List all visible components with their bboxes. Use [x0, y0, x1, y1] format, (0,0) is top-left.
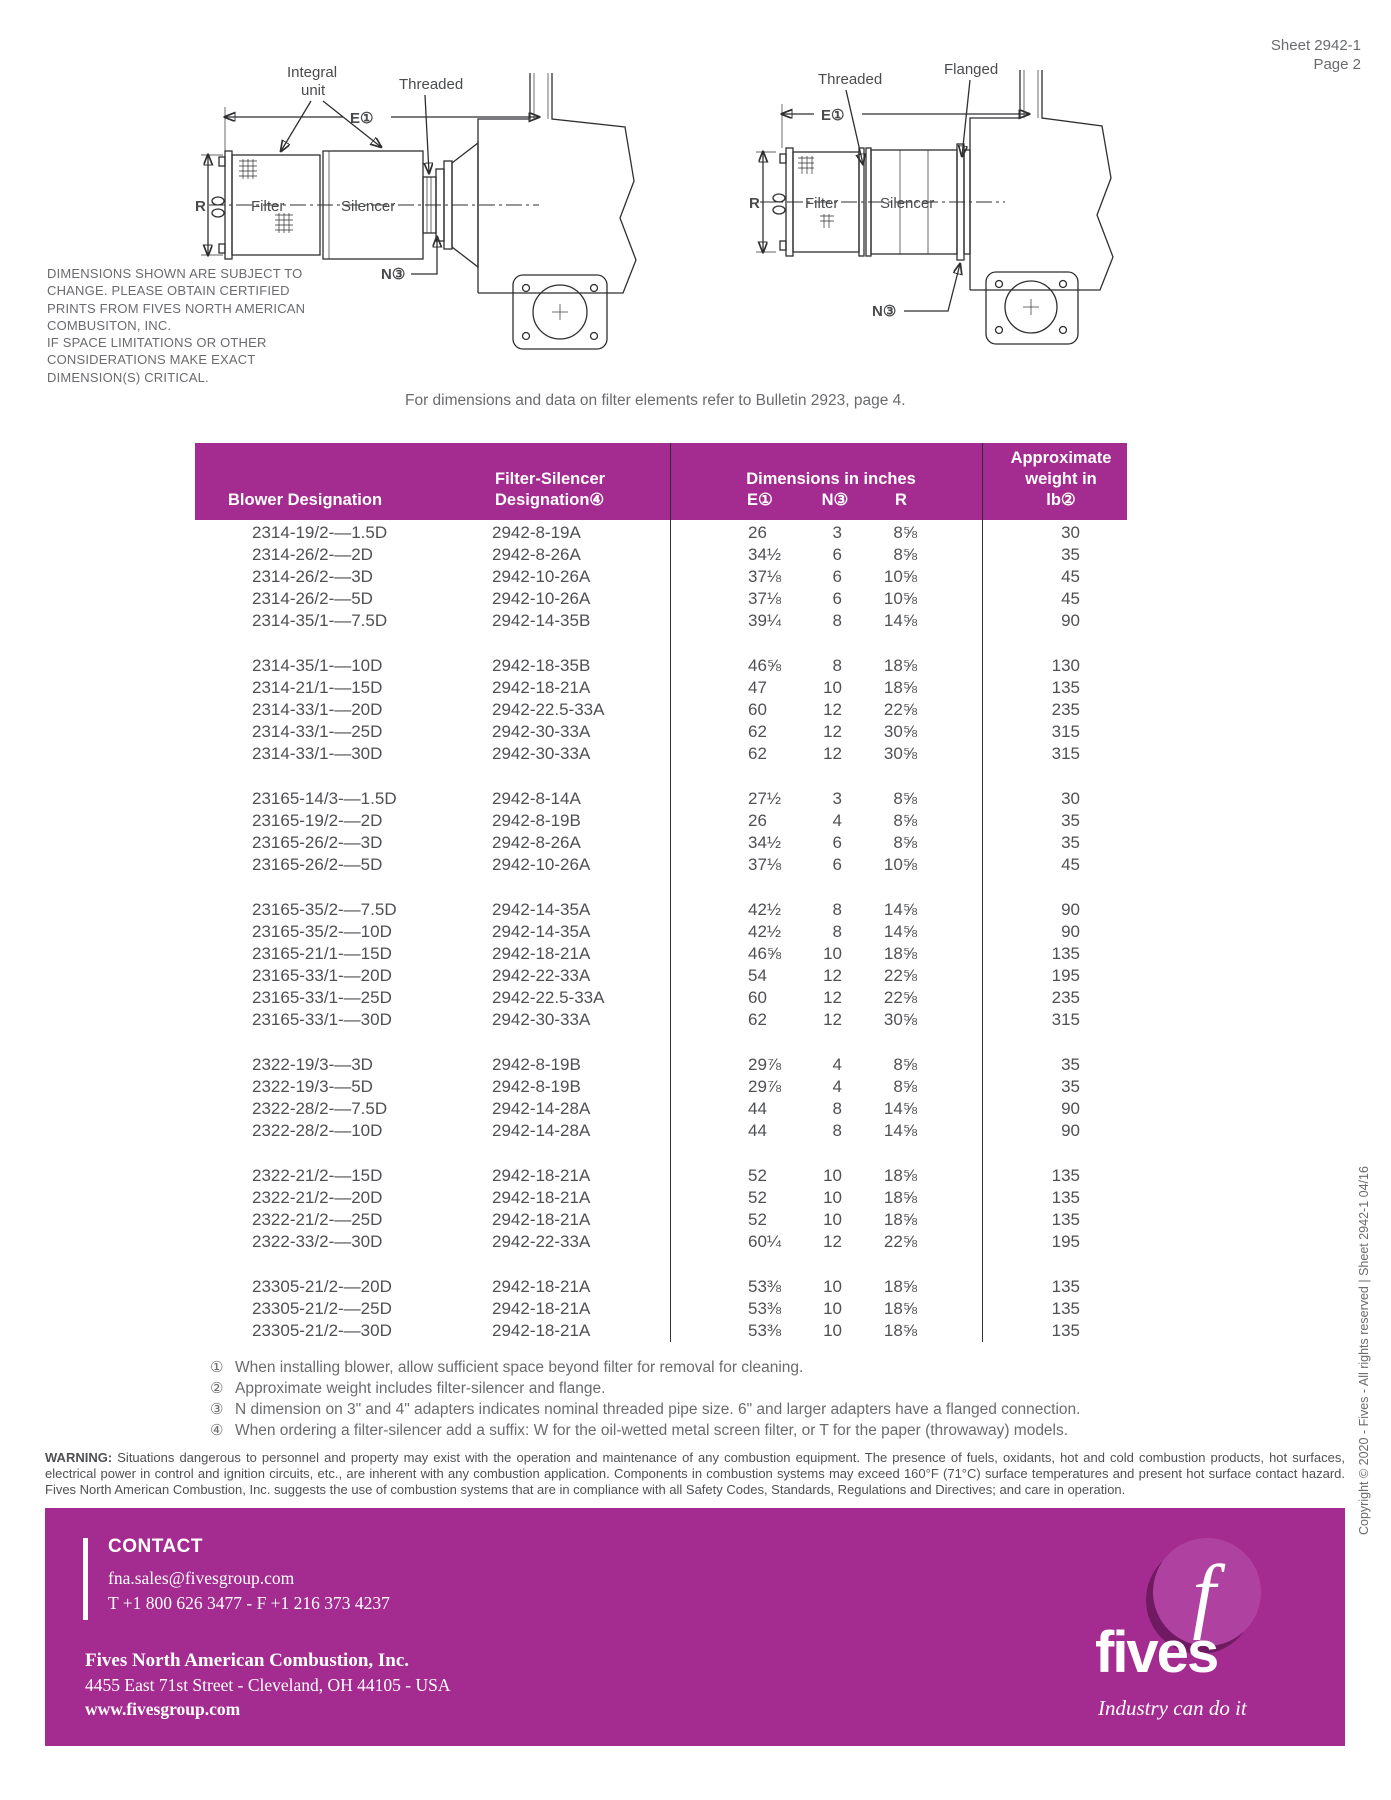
cell-n: 8 — [832, 611, 842, 630]
col-filter-silencer-line2: Designation④ — [495, 491, 605, 509]
cell-blower: 2314-26/2-—3D — [252, 567, 373, 586]
table-row — [195, 1320, 1127, 1342]
table-row — [195, 743, 1127, 765]
e-dimension-label: E① — [821, 107, 845, 124]
cell-n: 12 — [823, 1232, 842, 1251]
cell-n: 10 — [823, 1210, 842, 1229]
cell-wt: 90 — [1061, 611, 1080, 630]
integral-unit-label-line2: unit — [301, 82, 326, 99]
cell-e: 52 — [748, 1210, 767, 1229]
col-e: E① — [747, 491, 773, 509]
table-row — [195, 1120, 1127, 1142]
cell-fs: 2942-10-26A — [492, 589, 591, 608]
cell-blower: 2314-33/1-—20D — [252, 700, 383, 719]
cell-wt: 30 — [1061, 789, 1080, 808]
cell-wt: 315 — [1051, 1010, 1080, 1029]
cell-wt: 30 — [1061, 523, 1080, 542]
cell-r: 18⅝ — [883, 1321, 917, 1340]
cell-n: 6 — [832, 589, 842, 608]
silencer-label: Silencer — [880, 195, 935, 212]
cell-e: 42½ — [748, 900, 782, 919]
table-row — [195, 1076, 1127, 1098]
cell-r: 30⅝ — [883, 1010, 917, 1029]
footnote — [210, 1420, 1080, 1441]
table-row — [195, 943, 1127, 965]
col-r: R — [895, 491, 907, 509]
cell-fs: 2942-8-19B — [492, 1077, 581, 1096]
cell-n: 6 — [832, 833, 842, 852]
cell-r: 22⅝ — [883, 966, 917, 985]
cell-n: 12 — [823, 988, 842, 1007]
cell-e: 34½ — [748, 545, 782, 564]
cell-fs: 2942-18-21A — [492, 1188, 591, 1207]
table-row-group — [195, 655, 1127, 765]
cell-e: 26 — [748, 811, 767, 830]
cell-wt: 135 — [1051, 1277, 1080, 1296]
footnote-text: N dimension on 3" and 4" adapters indicates nominal threaded pipe size. 6" and larger adapters have a flanged connection. — [235, 1401, 1081, 1418]
cell-n: 6 — [832, 567, 842, 586]
cell-n: 8 — [832, 1099, 842, 1118]
col-weight-line1: Approximate — [1010, 449, 1112, 467]
cell-r: 8⅝ — [893, 811, 917, 830]
cell-blower: 23165-33/1-—20D — [252, 966, 392, 985]
cell-wt: 90 — [1061, 1099, 1080, 1118]
cell-n: 10 — [823, 944, 842, 963]
cell-r: 18⅝ — [883, 678, 917, 697]
cell-blower: 2314-33/1-—30D — [252, 744, 383, 763]
cell-r: 22⅝ — [883, 1232, 917, 1251]
cell-r: 8⅝ — [893, 1055, 917, 1074]
table-row — [195, 1187, 1127, 1209]
warning-text: Situations dangerous to personnel and property may exist with the operation and maintenance of any combustion equipment. The presence of fuels, oxidants, hot and cold combustion products, hot surfaces, electrical power in control and ignition circuits, etc., are inherent with any combustion application. Components in combustion systems may exceed 160°F (71°C) surface temperatures and present hot surface contact hazard. Fives North American Combustion, Inc. suggests the use of combustion systems that are in compliance with all Safety Codes, Standards, Regulations and Directives; and care in operation. — [45, 1450, 1345, 1497]
cell-e: 44 — [748, 1121, 767, 1140]
footnote-marker: ① — [210, 1359, 224, 1376]
footnote — [210, 1357, 1080, 1378]
dimension-change-note — [47, 265, 305, 386]
cell-fs: 2942-18-21A — [492, 1299, 591, 1318]
cell-n: 4 — [832, 811, 842, 830]
cell-fs: 2942-14-28A — [492, 1099, 591, 1118]
footnote — [210, 1399, 1080, 1420]
footnote-text: Approximate weight includes filter-silencer and flange. — [235, 1380, 606, 1397]
cell-n: 8 — [832, 656, 842, 675]
cell-wt: 135 — [1051, 1166, 1080, 1185]
cell-e: 29⅞ — [748, 1055, 782, 1074]
cell-fs: 2942-14-35B — [492, 611, 591, 630]
fives-tagline: Industry can do it — [1098, 1696, 1247, 1720]
cell-wt: 315 — [1051, 744, 1080, 763]
cell-e: 26 — [748, 523, 767, 542]
cell-blower: 23165-14/3-—1.5D — [252, 789, 397, 808]
cell-wt: 235 — [1051, 988, 1080, 1007]
table-row-group — [195, 899, 1127, 1031]
cell-wt: 135 — [1051, 1299, 1080, 1318]
cell-n: 8 — [832, 900, 842, 919]
filter-label: Filter — [251, 198, 285, 215]
cell-r: 30⅝ — [883, 744, 917, 763]
blower-drawing-right — [720, 50, 1120, 355]
cell-blower: 2322-21/2-—20D — [252, 1188, 383, 1207]
cell-blower: 2314-35/1-—7.5D — [252, 611, 388, 630]
cell-blower: 2322-19/3-—5D — [252, 1077, 373, 1096]
table-row — [195, 810, 1127, 832]
cell-wt: 35 — [1061, 833, 1080, 852]
cell-e: 37⅛ — [748, 567, 782, 586]
cell-e: 60 — [748, 700, 767, 719]
table-row — [195, 1165, 1127, 1187]
cell-wt: 45 — [1061, 589, 1080, 608]
table-row — [195, 544, 1127, 566]
cell-e: 42½ — [748, 922, 782, 941]
contact-email[interactable]: fna.sales@fivesgroup.com — [108, 1568, 295, 1588]
cell-n: 3 — [832, 789, 842, 808]
cell-n: 10 — [823, 1321, 842, 1340]
sheet-number: Sheet 2942-1 — [1270, 37, 1361, 54]
cell-wt: 130 — [1051, 656, 1080, 675]
cell-blower: 23165-33/1-—25D — [252, 988, 392, 1007]
col-weight-line2: weight in — [1025, 470, 1097, 488]
cell-e: 60¼ — [748, 1232, 782, 1251]
cell-fs: 2942-22.5-33A — [492, 700, 605, 719]
dimension-note-line: PRINTS FROM FIVES NORTH AMERICAN — [47, 300, 306, 316]
company-website[interactable]: www.fivesgroup.com — [85, 1699, 241, 1719]
filter-label: Filter — [805, 195, 839, 212]
table-row — [195, 788, 1127, 810]
table-row-group — [195, 1276, 1127, 1342]
page-number: Page 2 — [1313, 56, 1361, 73]
warning-paragraph — [45, 1450, 1345, 1497]
table-row — [195, 655, 1127, 677]
cell-fs: 2942-14-35A — [492, 900, 591, 919]
table-row — [195, 1276, 1127, 1298]
table-row — [195, 699, 1127, 721]
cell-wt: 195 — [1051, 1232, 1080, 1251]
table-row — [195, 1009, 1127, 1031]
threaded-label: Threaded — [818, 71, 883, 88]
cell-wt: 45 — [1061, 855, 1080, 874]
cell-n: 12 — [823, 744, 842, 763]
cell-r: 18⅝ — [883, 1210, 917, 1229]
cell-r: 8⅝ — [893, 1077, 917, 1096]
cell-e: 39¼ — [748, 611, 782, 630]
cell-e: 62 — [748, 744, 767, 763]
cell-e: 44 — [748, 1099, 767, 1118]
cell-blower: 2314-21/1-—15D — [252, 678, 383, 697]
cell-fs: 2942-18-21A — [492, 1321, 591, 1340]
cell-wt: 90 — [1061, 1121, 1080, 1140]
cell-r: 10⅝ — [883, 589, 917, 608]
r-dimension-label: R — [749, 195, 760, 212]
cell-blower: 2314-33/1-—25D — [252, 722, 383, 741]
integral-unit-label-line1: Integral — [287, 64, 338, 81]
cell-fs: 2942-8-26A — [492, 545, 581, 564]
footnote-text: When ordering a filter-silencer add a suffix: W for the oil-wetted metal screen filter, or T for the paper (throwaway) models. — [235, 1422, 1069, 1439]
col-blower-designation: Blower Designation — [228, 491, 383, 509]
cell-wt: 35 — [1061, 811, 1080, 830]
table-row — [195, 965, 1127, 987]
cell-n: 12 — [823, 700, 842, 719]
cell-n: 4 — [832, 1077, 842, 1096]
contact-phone: T +1 800 626 3477 - F +1 216 373 4237 — [108, 1593, 390, 1613]
cell-n: 8 — [832, 922, 842, 941]
cell-r: 14⅝ — [883, 1121, 917, 1140]
cell-r: 8⅝ — [893, 523, 917, 542]
cell-blower: 23165-35/2-—7.5D — [252, 900, 397, 919]
cell-n: 12 — [823, 1010, 842, 1029]
diagram-threaded-flanged — [720, 50, 1120, 355]
cell-r: 18⅝ — [883, 944, 917, 963]
footer — [45, 1508, 1345, 1746]
cell-n: 6 — [832, 855, 842, 874]
cell-n: 10 — [823, 1277, 842, 1296]
table-row — [195, 1054, 1127, 1076]
footnote-marker: ② — [210, 1380, 224, 1397]
cell-r: 8⅝ — [893, 833, 917, 852]
table-row — [195, 1298, 1127, 1320]
cell-n: 3 — [832, 523, 842, 542]
cell-wt: 135 — [1051, 1321, 1080, 1340]
cell-blower: 23165-26/2-—5D — [252, 855, 383, 874]
cell-wt: 90 — [1061, 922, 1080, 941]
table-header — [195, 443, 1127, 520]
cell-n: 6 — [832, 545, 842, 564]
cell-blower: 23305-21/2-—25D — [252, 1299, 392, 1318]
dimension-note-line: IF SPACE LIMITATIONS OR OTHER — [47, 335, 267, 351]
cell-fs: 2942-18-35B — [492, 656, 591, 675]
cell-n: 4 — [832, 1055, 842, 1074]
table-row — [195, 522, 1127, 544]
cell-blower: 23165-33/1-—30D — [252, 1010, 392, 1029]
cell-fs: 2942-18-21A — [492, 678, 591, 697]
cell-n: 10 — [823, 1166, 842, 1185]
cell-e: 46⅝ — [748, 944, 782, 963]
cell-blower: 2314-26/2-—5D — [252, 589, 373, 608]
dimension-note-line: COMBUSITON, INC. — [47, 317, 172, 333]
cell-e: 47 — [748, 678, 767, 697]
table-body — [195, 520, 1127, 1365]
copyright-vertical-text: Copyright © 2020 - Fives - All rights reserved | Sheet 2942-1 04/16 — [1357, 1166, 1371, 1535]
cell-n: 10 — [823, 1188, 842, 1207]
footnote-marker: ③ — [210, 1401, 224, 1418]
cell-wt: 35 — [1061, 1077, 1080, 1096]
cell-blower: 2322-28/2-—7.5D — [252, 1099, 388, 1118]
cell-e: 37⅛ — [748, 855, 782, 874]
cell-wt: 35 — [1061, 545, 1080, 564]
cell-r: 8⅝ — [893, 545, 917, 564]
cell-e: 46⅝ — [748, 656, 782, 675]
cell-blower: 23165-21/1-—15D — [252, 944, 392, 963]
cell-r: 14⅝ — [883, 611, 917, 630]
cell-r: 18⅝ — [883, 1188, 917, 1207]
cell-e: 60 — [748, 988, 767, 1007]
cell-wt: 135 — [1051, 1188, 1080, 1207]
cell-e: 37⅛ — [748, 589, 782, 608]
warning-label: WARNING: — [45, 1450, 113, 1465]
cell-r: 14⅝ — [883, 900, 917, 919]
cell-fs: 2942-8-26A — [492, 833, 581, 852]
col-n: N③ — [821, 491, 849, 509]
cell-wt: 195 — [1051, 966, 1080, 985]
contact-heading: CONTACT — [108, 1536, 203, 1557]
cell-fs: 2942-14-28A — [492, 1121, 591, 1140]
table-divider-1 — [670, 443, 671, 1342]
cell-fs: 2942-30-33A — [492, 744, 591, 763]
cell-blower: 2322-21/2-—25D — [252, 1210, 383, 1229]
table-row — [195, 677, 1127, 699]
cell-r: 10⅝ — [883, 855, 917, 874]
dimensions-table — [195, 443, 1127, 1342]
cell-r: 22⅝ — [883, 988, 917, 1007]
cell-wt: 135 — [1051, 944, 1080, 963]
cell-fs: 2942-30-33A — [492, 722, 591, 741]
sheet-header — [1271, 36, 1361, 74]
col-weight-line3: lb② — [1046, 491, 1076, 509]
table-row — [195, 1098, 1127, 1120]
cell-fs: 2942-18-21A — [492, 1166, 591, 1185]
col-dimensions: Dimensions in inches — [746, 470, 916, 488]
contact-accent-bar — [83, 1538, 88, 1620]
col-filter-silencer-line1: Filter-Silencer — [495, 470, 606, 488]
cell-blower: 23165-35/2-—10D — [252, 922, 392, 941]
cell-fs: 2942-14-35A — [492, 922, 591, 941]
cell-r: 18⅝ — [883, 656, 917, 675]
cell-fs: 2942-8-19A — [492, 523, 581, 542]
cell-e: 29⅞ — [748, 1077, 782, 1096]
dimension-note-line: DIMENSIONS SHOWN ARE SUBJECT TO — [47, 266, 303, 281]
threaded-label: Threaded — [399, 76, 464, 93]
bulletin-note: For dimensions and data on filter elements refer to Bulletin 2923, page 4. — [405, 392, 906, 409]
cell-wt: 90 — [1061, 900, 1080, 919]
footnotes — [210, 1357, 1080, 1441]
table-row — [195, 610, 1127, 632]
cell-e: 54 — [748, 966, 767, 985]
table-row — [195, 721, 1127, 743]
cell-blower: 2322-28/2-—10D — [252, 1121, 383, 1140]
cell-r: 18⅝ — [883, 1299, 917, 1318]
cell-blower: 2322-33/2-—30D — [252, 1232, 383, 1251]
cell-r: 22⅝ — [883, 700, 917, 719]
cell-r: 18⅝ — [883, 1166, 917, 1185]
table-row — [195, 832, 1127, 854]
dimension-note-line: CHANGE. PLEASE OBTAIN CERTIFIED — [47, 283, 290, 299]
table-row — [195, 899, 1127, 921]
cell-e: 62 — [748, 1010, 767, 1029]
table-row — [195, 987, 1127, 1009]
cell-fs: 2942-10-26A — [492, 855, 591, 874]
n-dimension-label: N③ — [872, 303, 897, 320]
dimension-note-line: DIMENSION(S) CRITICAL. — [47, 369, 209, 385]
cell-r: 10⅝ — [883, 567, 917, 586]
fives-wordmark: fives — [1095, 1620, 1218, 1685]
fives-logo-f: f — [1192, 1548, 1216, 1641]
dimension-note-line: CONSIDERATIONS MAKE EXACT — [47, 352, 256, 368]
cell-fs: 2942-22-33A — [492, 966, 591, 985]
cell-fs: 2942-22.5-33A — [492, 988, 605, 1007]
footnote — [210, 1378, 1080, 1399]
flanged-label: Flanged — [944, 61, 999, 78]
cell-e: 27½ — [748, 789, 782, 808]
cell-fs: 2942-10-26A — [492, 567, 591, 586]
r-dimension-label: R — [195, 198, 206, 215]
cell-fs: 2942-18-21A — [492, 944, 591, 963]
table-row-group — [195, 522, 1127, 632]
cell-fs: 2942-8-19B — [492, 1055, 581, 1074]
footnote-marker: ④ — [210, 1422, 224, 1439]
e-dimension-label: E① — [350, 110, 374, 127]
cell-fs: 2942-8-14A — [492, 789, 581, 808]
cell-fs: 2942-18-21A — [492, 1210, 591, 1229]
cell-fs: 2942-8-19B — [492, 811, 581, 830]
cell-wt: 135 — [1051, 1210, 1080, 1229]
cell-r: 18⅝ — [883, 1277, 917, 1296]
table-row — [195, 921, 1127, 943]
table-row-group — [195, 788, 1127, 876]
cell-wt: 35 — [1061, 1055, 1080, 1074]
cell-blower: 2314-26/2-—2D — [252, 545, 373, 564]
cell-fs: 2942-18-21A — [492, 1277, 591, 1296]
cell-blower: 23305-21/2-—30D — [252, 1321, 392, 1340]
cell-blower: 23165-19/2-—2D — [252, 811, 383, 830]
table-row — [195, 854, 1127, 876]
cell-fs: 2942-22-33A — [492, 1232, 591, 1251]
cell-blower: 2322-21/2-—15D — [252, 1166, 383, 1185]
cell-e: 52 — [748, 1166, 767, 1185]
table-row — [195, 1231, 1127, 1253]
cell-r: 30⅝ — [883, 722, 917, 741]
cell-blower: 2314-35/1-—10D — [252, 656, 383, 675]
cell-r: 8⅝ — [893, 789, 917, 808]
company-name: Fives North American Combustion, Inc. — [85, 1650, 410, 1671]
cell-blower: 23165-26/2-—3D — [252, 833, 383, 852]
cell-e: 53⅜ — [748, 1277, 782, 1296]
table-row-group — [195, 1054, 1127, 1142]
cell-e: 34½ — [748, 833, 782, 852]
cell-n: 12 — [823, 722, 842, 741]
table-row — [195, 1209, 1127, 1231]
cell-n: 8 — [832, 1121, 842, 1140]
cell-blower: 23305-21/2-—20D — [252, 1277, 392, 1296]
cell-fs: 2942-30-33A — [492, 1010, 591, 1029]
cell-e: 62 — [748, 722, 767, 741]
table-divider-2 — [982, 443, 983, 1342]
n-dimension-label: N③ — [381, 266, 406, 283]
cell-r: 14⅝ — [883, 922, 917, 941]
cell-e: 52 — [748, 1188, 767, 1207]
table-row — [195, 588, 1127, 610]
table-row-group — [195, 1165, 1127, 1253]
cell-r: 14⅝ — [883, 1099, 917, 1118]
cell-wt: 45 — [1061, 567, 1080, 586]
cell-e: 53⅜ — [748, 1321, 782, 1340]
cell-e: 53⅜ — [748, 1299, 782, 1318]
footnote-text: When installing blower, allow sufficient space beyond filter for removal for cleaning. — [235, 1359, 804, 1376]
cell-n: 10 — [823, 1299, 842, 1318]
cell-wt: 315 — [1051, 722, 1080, 741]
cell-blower: 2314-19/2-—1.5D — [252, 523, 388, 542]
cell-blower: 2322-19/3-—3D — [252, 1055, 373, 1074]
cell-wt: 135 — [1051, 678, 1080, 697]
cell-n: 12 — [823, 966, 842, 985]
silencer-label: Silencer — [341, 198, 396, 215]
cell-n: 10 — [823, 678, 842, 697]
company-address: 4455 East 71st Street - Cleveland, OH 44105 - USA — [85, 1675, 451, 1695]
cell-wt: 235 — [1051, 700, 1080, 719]
table-row — [195, 566, 1127, 588]
